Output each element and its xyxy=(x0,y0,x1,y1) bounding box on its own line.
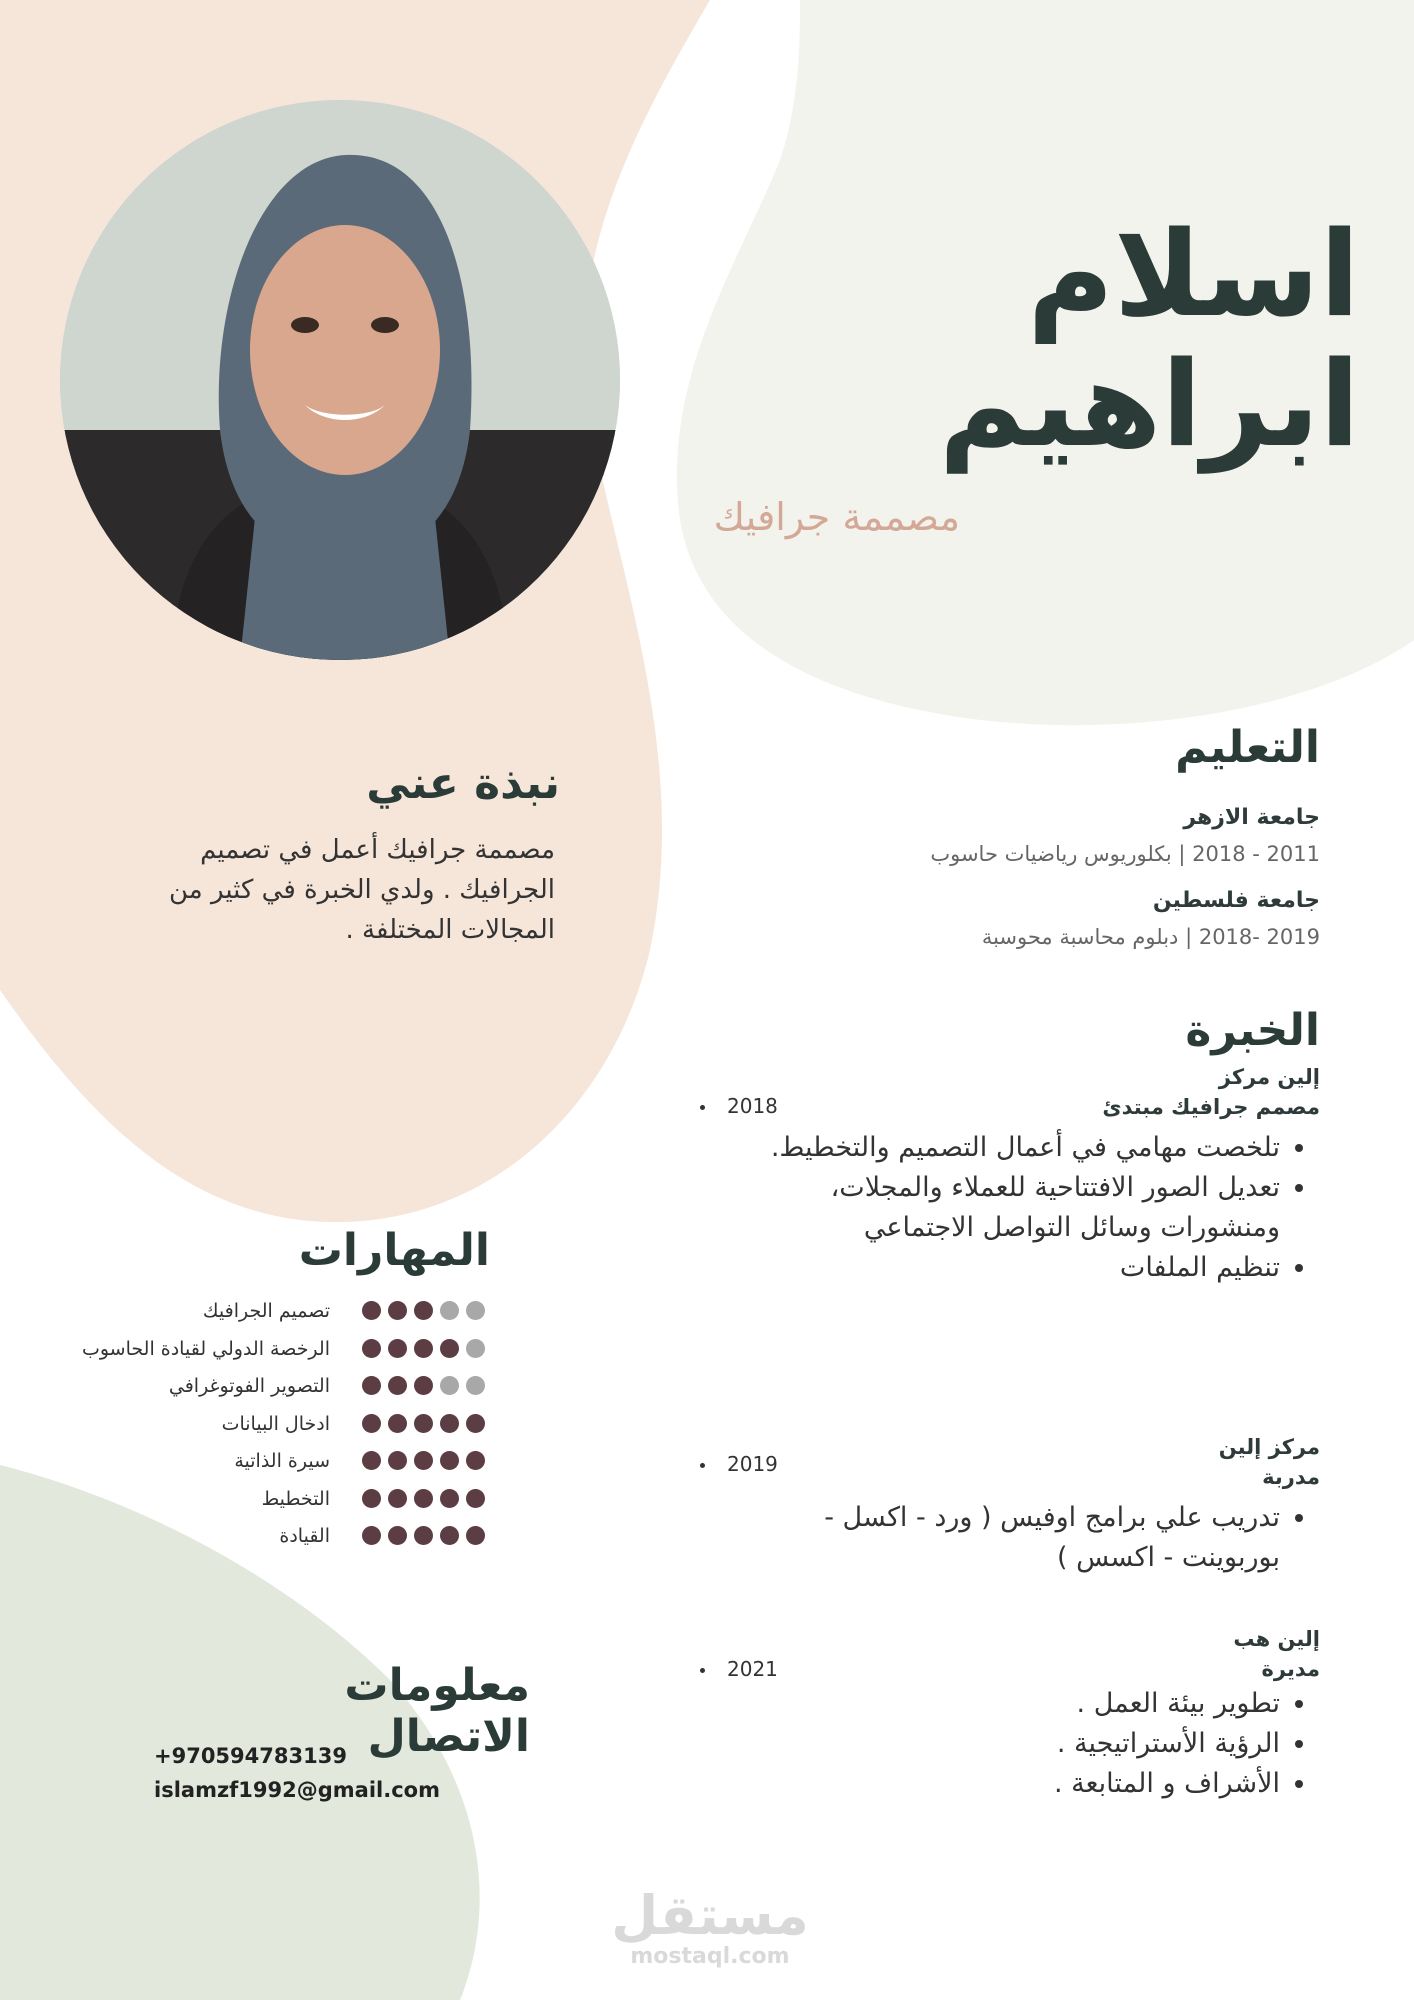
rating-dot-filled-icon xyxy=(362,1526,381,1545)
rating-dot-filled-icon xyxy=(440,1414,459,1433)
list-item: • تدريب علي برامج اوفيس ( ورد - اكسل - بوربوينت - اكسس ) xyxy=(760,1498,1280,1578)
rating-dot-filled-icon xyxy=(440,1489,459,1508)
job-company: إلين هب xyxy=(1233,1627,1320,1651)
job-bullets xyxy=(760,1128,1320,1288)
skill-name: التخطيط xyxy=(261,1487,330,1510)
rating-dot-empty-icon xyxy=(466,1376,485,1395)
contact-title: معلومات الاتصال xyxy=(344,1660,530,1762)
rating-dot-filled-icon xyxy=(440,1526,459,1545)
skills-title: المهارات xyxy=(298,1225,490,1276)
skill-row xyxy=(40,1335,510,1365)
experience-title: الخبرة xyxy=(1185,1005,1320,1056)
skill-row xyxy=(40,1372,510,1402)
rating-dot-filled-icon xyxy=(414,1301,433,1320)
list-item: • الرؤية الأستراتيجية . xyxy=(760,1724,1280,1764)
job-entry xyxy=(760,1624,1320,1804)
rating-dot-filled-icon xyxy=(362,1451,381,1470)
job-company: إلين مركز xyxy=(1218,1065,1320,1089)
skill-row xyxy=(40,1410,510,1440)
rating-dot-empty-icon xyxy=(440,1376,459,1395)
about-text: مصممة جرافيك أعمل في تصميم الجرافيك . ولدي الخبرة في كثير من المجالات المختلفة . xyxy=(169,835,555,945)
rating-dot-filled-icon xyxy=(414,1526,433,1545)
job-role: مديرة xyxy=(1261,1657,1320,1681)
rating-dot-filled-icon xyxy=(362,1339,381,1358)
list-item: • تلخصت مهامي في أعمال التصميم والتخطيط. xyxy=(760,1128,1280,1168)
list-item: • الأشراف و المتابعة . xyxy=(760,1764,1280,1804)
rating-dot-filled-icon xyxy=(414,1451,433,1470)
about-title: نبذة عني xyxy=(366,758,560,809)
education-item xyxy=(760,888,1320,949)
rating-dot-filled-icon xyxy=(388,1301,407,1320)
skill-rating xyxy=(362,1526,492,1546)
job-company: مركز إلين xyxy=(1218,1435,1320,1459)
list-item: • تنظيم الملفات xyxy=(760,1248,1280,1288)
bullet-dot-icon xyxy=(700,1668,705,1673)
job-entry xyxy=(760,1062,1320,1288)
rating-dot-filled-icon xyxy=(414,1376,433,1395)
skill-rating xyxy=(362,1301,492,1321)
education-item xyxy=(760,805,1320,866)
rating-dot-filled-icon xyxy=(388,1451,407,1470)
list-item: • تطوير بيئة العمل . xyxy=(760,1684,1280,1724)
rating-dot-filled-icon xyxy=(388,1376,407,1395)
education-title: التعليم xyxy=(1175,722,1320,773)
rating-dot-filled-icon xyxy=(466,1489,485,1508)
skill-rating xyxy=(362,1489,492,1509)
rating-dot-filled-icon xyxy=(362,1376,381,1395)
job-year: 2019 xyxy=(700,1452,820,1476)
skill-rating xyxy=(362,1414,492,1434)
job-year: 2018 xyxy=(700,1094,820,1118)
job-bullets xyxy=(760,1498,1320,1578)
skill-name: القيادة xyxy=(279,1525,330,1547)
skill-row xyxy=(40,1297,510,1327)
watermark xyxy=(610,1884,810,1969)
email-address: islamzf1992@gmail.com xyxy=(154,1778,440,1802)
skill-rating xyxy=(362,1376,492,1396)
phone-number: +970594783139 xyxy=(154,1744,347,1768)
job-role: مدربة xyxy=(1262,1465,1320,1489)
job-role: مصمم جرافيك مبتدئ xyxy=(1102,1095,1320,1119)
skill-row xyxy=(40,1522,510,1552)
job-bullets xyxy=(760,1684,1320,1804)
bullet-dot-icon xyxy=(700,1463,705,1468)
rating-dot-filled-icon xyxy=(466,1526,485,1545)
rating-dot-filled-icon xyxy=(388,1489,407,1508)
rating-dot-empty-icon xyxy=(466,1301,485,1320)
rating-dot-filled-icon xyxy=(388,1339,407,1358)
rating-dot-filled-icon xyxy=(414,1414,433,1433)
rating-dot-filled-icon xyxy=(440,1339,459,1358)
watermark-url: mostaql.com xyxy=(630,1944,790,1969)
rating-dot-filled-icon xyxy=(414,1489,433,1508)
rating-dot-empty-icon xyxy=(440,1301,459,1320)
rating-dot-filled-icon xyxy=(362,1489,381,1508)
job-entry xyxy=(760,1432,1320,1578)
bullet-dot-icon xyxy=(700,1105,705,1110)
rating-dot-filled-icon xyxy=(362,1301,381,1320)
skill-name: سيرة الذاتية xyxy=(234,1450,330,1472)
profile-photo xyxy=(60,100,620,660)
job-title: مصممة جرافيك xyxy=(713,495,960,539)
skill-row xyxy=(40,1485,510,1515)
skill-name: تصميم الجرافيك xyxy=(202,1300,330,1322)
education-detail: 2019 -2018 | دبلوم محاسبة محوسبة xyxy=(981,925,1320,949)
skill-name: التصوير الفوتوغرافي xyxy=(168,1375,330,1397)
rating-dot-filled-icon xyxy=(414,1339,433,1358)
rating-dot-filled-icon xyxy=(440,1451,459,1470)
education-detail: 2011 - 2018 | بكلوريوس رياضيات حاسوب xyxy=(930,842,1320,866)
person-name: اسلام ابراهيم xyxy=(938,205,1360,473)
rating-dot-empty-icon xyxy=(466,1339,485,1358)
job-year: 2021 xyxy=(700,1657,820,1681)
education-school: جامعة فلسطين xyxy=(1152,888,1320,913)
watermark-logo-text: مستقل xyxy=(611,1884,809,1947)
rating-dot-filled-icon xyxy=(388,1414,407,1433)
rating-dot-filled-icon xyxy=(466,1414,485,1433)
rating-dot-filled-icon xyxy=(362,1414,381,1433)
person-photo-icon xyxy=(60,100,620,660)
list-item: • تعديل الصور الافتتاحية للعملاء والمجلات، ومنشورات وسائل التواصل الاجتماعي xyxy=(760,1168,1280,1248)
education-school: جامعة الازهر xyxy=(1183,805,1320,830)
rating-dot-filled-icon xyxy=(388,1526,407,1545)
skill-row xyxy=(40,1447,510,1477)
rating-dot-filled-icon xyxy=(466,1451,485,1470)
skill-name: الرخصة الدولي لقيادة الحاسوب xyxy=(81,1337,330,1360)
skill-name: ادخال البيانات xyxy=(221,1412,330,1435)
skill-rating xyxy=(362,1339,492,1359)
skill-rating xyxy=(362,1451,492,1471)
